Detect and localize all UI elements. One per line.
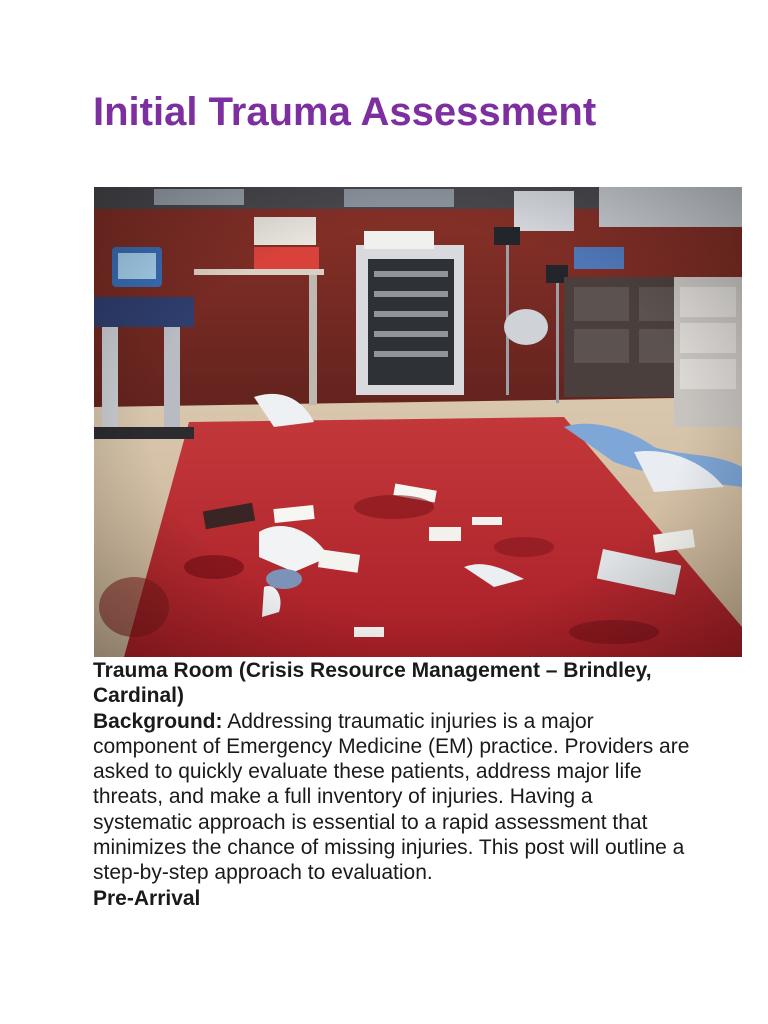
background-paragraph	[93, 709, 693, 886]
section-heading-pre-arrival: Pre-Arrival	[93, 886, 201, 910]
article-body	[93, 658, 693, 911]
trauma-room-photo	[94, 187, 742, 657]
page-title: Initial Trauma Assessment	[93, 90, 597, 134]
image-caption: Trauma Room (Crisis Resource Management – Brindley, Cardinal)	[93, 659, 652, 708]
background-label: Background:	[93, 709, 223, 733]
background-text: Addressing traumatic injuries is a major component of Emergency Medicine (EM) practice. Providers are asked to quickly evaluate these patients, address major life threats, and make a full inventory of injuries. Having a systematic approach is essential to a rapid assessment that minimizes the chance of missing injuries. This post will outline a step-by-step approach to evaluation.	[93, 709, 690, 885]
